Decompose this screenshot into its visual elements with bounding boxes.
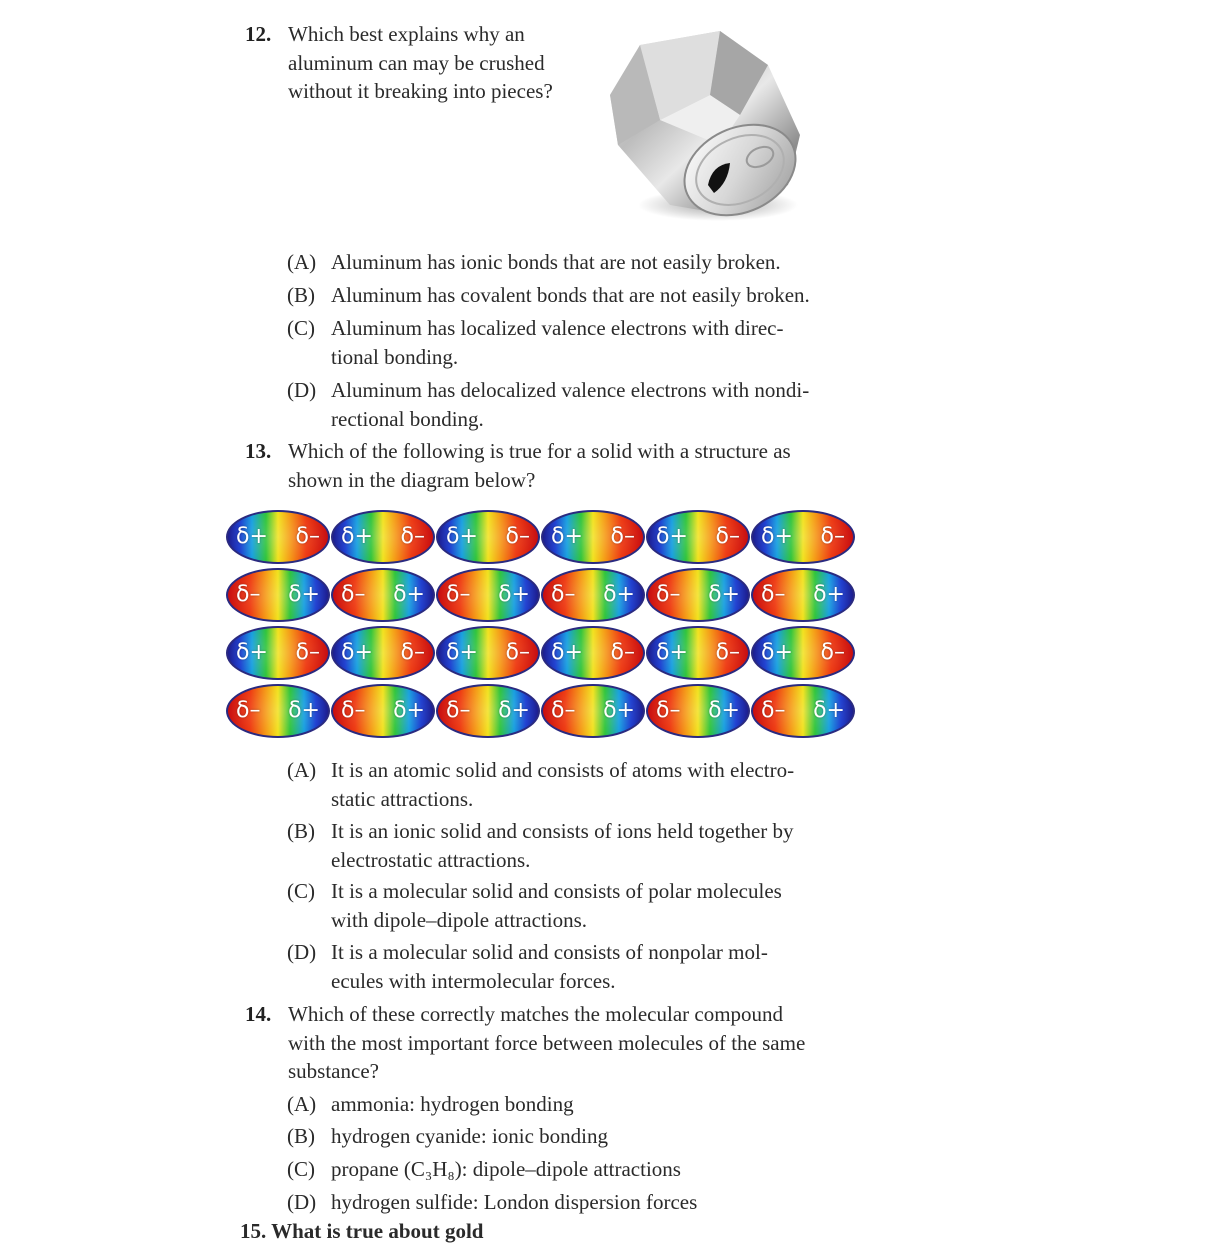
partial-charge-label: δ+ [393, 698, 425, 723]
partial-charge-label: δ– [551, 582, 576, 607]
partial-charge-label: δ– [820, 524, 845, 549]
option-text: with dipole–dipole attractions. [331, 907, 588, 932]
question-12-option-c[interactable] [287, 314, 857, 371]
option-text: Aluminum has delocalized valence electrons with nondi- [331, 378, 810, 402]
partial-charge-label: δ+ [603, 582, 635, 607]
polar-molecule [541, 684, 645, 738]
option-letter: (D) [287, 940, 317, 964]
polar-molecule [436, 626, 540, 680]
partial-charge-label: δ– [400, 524, 425, 549]
polar-molecule [436, 568, 540, 622]
question-13-number: 13. [245, 439, 272, 463]
polar-molecule [436, 510, 540, 564]
option-text: hydrogen cyanide: ionic bonding [331, 1124, 609, 1148]
partial-charge-label: δ+ [288, 698, 320, 723]
option-text: Aluminum has covalent bonds that are not easily broken. [331, 283, 810, 307]
partial-charge-label: δ– [236, 582, 261, 607]
polar-molecule [751, 626, 855, 680]
partial-charge-label: δ+ [708, 698, 740, 723]
question-12-option-d[interactable] [287, 376, 857, 433]
option-letter: (A) [287, 250, 317, 274]
option-letter: (B) [287, 1124, 315, 1148]
question-14-stem-line: substance? [288, 1059, 379, 1083]
partial-charge-label: δ+ [761, 524, 793, 549]
polar-molecule [331, 684, 435, 738]
option-letter: (C) [287, 316, 315, 340]
partial-charge-label: δ+ [288, 582, 320, 607]
partial-charge-label: δ– [656, 698, 681, 723]
question-12-number: 12. [245, 22, 272, 46]
option-letter: (B) [287, 819, 315, 843]
option-text: Aluminum has localized valence electrons with direc- [331, 316, 784, 340]
polar-molecule [331, 568, 435, 622]
partial-charge-label: δ+ [446, 524, 478, 549]
polar-molecule [751, 684, 855, 738]
polar-molecule [226, 510, 330, 564]
polar-molecule [331, 626, 435, 680]
question-12-option-b[interactable] [287, 281, 857, 310]
polar-molecule [226, 568, 330, 622]
polar-molecule [646, 684, 750, 738]
option-letter: (C) [287, 879, 315, 903]
option-letter: (D) [287, 378, 317, 402]
polar-molecule [646, 626, 750, 680]
partial-charge-label: δ+ [551, 524, 583, 549]
partial-charge-label: δ– [610, 640, 635, 665]
partial-charge-label: δ– [446, 582, 471, 607]
option-letter: (A) [287, 1092, 317, 1116]
question-14-stem-line: with the most important force between molecules of the same [288, 1030, 806, 1055]
question-12-stem [288, 20, 588, 106]
option-letter: (B) [287, 283, 315, 307]
option-text: tional bonding. [331, 344, 459, 369]
polar-molecule [751, 568, 855, 622]
partial-charge-label: δ+ [761, 640, 793, 665]
option-text: propane (C₃H₈): dipole–dipole attractions [331, 1157, 681, 1181]
partial-charge-label: δ– [295, 524, 320, 549]
partial-charge-label: δ+ [603, 698, 635, 723]
option-letter: (D) [287, 1190, 317, 1214]
partial-charge-label: δ– [820, 640, 845, 665]
partial-charge-label: δ– [505, 640, 530, 665]
partial-charge-label: δ– [715, 524, 740, 549]
polar-molecule-lattice-diagram [226, 510, 860, 740]
partial-charge-label: δ– [400, 640, 425, 665]
option-text: ecules with intermolecular forces. [331, 968, 616, 993]
partial-charge-label: δ– [505, 524, 530, 549]
question-12-stem-line: without it breaking into pieces? [288, 79, 553, 103]
crushed-aluminum-can-image [600, 25, 815, 225]
question-14-option-a[interactable] [287, 1090, 857, 1119]
question-12-stem-line: Which best explains why an [288, 22, 525, 46]
partial-charge-label: δ– [341, 698, 366, 723]
question-13-option-d[interactable] [287, 938, 857, 995]
polar-molecule [751, 510, 855, 564]
next-question-cutoff-text: 15. What is true about gold [240, 1219, 484, 1243]
option-text: ammonia: hydrogen bonding [331, 1092, 574, 1116]
option-text: static attractions. [331, 786, 474, 811]
question-13-option-b[interactable] [287, 817, 857, 874]
partial-charge-label: δ– [446, 698, 471, 723]
partial-charge-label: δ+ [498, 698, 530, 723]
option-text: electrostatic attractions. [331, 847, 531, 872]
polar-molecule [226, 684, 330, 738]
polar-molecule [541, 510, 645, 564]
option-letter: (A) [287, 758, 317, 782]
partial-charge-label: δ– [341, 582, 366, 607]
polar-molecule [646, 568, 750, 622]
partial-charge-label: δ+ [498, 582, 530, 607]
partial-charge-label: δ+ [236, 640, 268, 665]
partial-charge-label: δ– [761, 582, 786, 607]
question-13-option-c[interactable] [287, 877, 857, 934]
polar-molecule [226, 626, 330, 680]
option-text: hydrogen sulfide: London dispersion forces [331, 1190, 698, 1214]
question-14-stem-line: Which of these correctly matches the molecular compound [288, 1002, 784, 1026]
question-12-stem-line: aluminum can may be crushed [288, 50, 545, 75]
polar-molecule [331, 510, 435, 564]
partial-charge-label: δ+ [236, 524, 268, 549]
partial-charge-label: δ+ [393, 582, 425, 607]
partial-charge-label: δ+ [341, 640, 373, 665]
question-13-stem [288, 437, 858, 494]
partial-charge-label: δ+ [656, 524, 688, 549]
question-14-stem [288, 1000, 858, 1086]
question-13-stem-line: shown in the diagram below? [288, 467, 536, 492]
option-letter: (C) [287, 1157, 315, 1181]
partial-charge-label: δ– [236, 698, 261, 723]
partial-charge-label: δ– [295, 640, 320, 665]
partial-charge-label: δ+ [551, 640, 583, 665]
partial-charge-label: δ+ [708, 582, 740, 607]
option-text: It is an atomic solid and consists of atoms with electro- [331, 758, 795, 782]
question-14-number: 14. [245, 1002, 272, 1026]
option-text: It is an ionic solid and consists of ions held together by [331, 819, 794, 843]
question-12-option-a[interactable] [287, 248, 857, 277]
question-14-option-c[interactable] [287, 1155, 857, 1184]
partial-charge-label: δ– [656, 582, 681, 607]
polar-molecule [541, 568, 645, 622]
polar-molecule [436, 684, 540, 738]
question-14-option-b[interactable] [287, 1122, 857, 1151]
partial-charge-label: δ+ [656, 640, 688, 665]
partial-charge-label: δ+ [813, 698, 845, 723]
partial-charge-label: δ– [715, 640, 740, 665]
option-text: It is a molecular solid and consists of polar molecules [331, 879, 782, 903]
question-13-option-a[interactable] [287, 756, 857, 813]
partial-charge-label: δ+ [341, 524, 373, 549]
partial-charge-label: δ+ [446, 640, 478, 665]
partial-charge-label: δ+ [813, 582, 845, 607]
question-13-stem-line: Which of the following is true for a solid with a structure as [288, 439, 791, 463]
partial-charge-label: δ– [551, 698, 576, 723]
option-text: rectional bonding. [331, 406, 484, 431]
option-text: Aluminum has ionic bonds that are not easily broken. [331, 250, 781, 274]
partial-charge-label: δ– [761, 698, 786, 723]
option-text: It is a molecular solid and consists of nonpolar mol- [331, 940, 768, 964]
question-14-option-d[interactable] [287, 1188, 857, 1217]
partial-charge-label: δ– [610, 524, 635, 549]
polar-molecule [541, 626, 645, 680]
polar-molecule [646, 510, 750, 564]
